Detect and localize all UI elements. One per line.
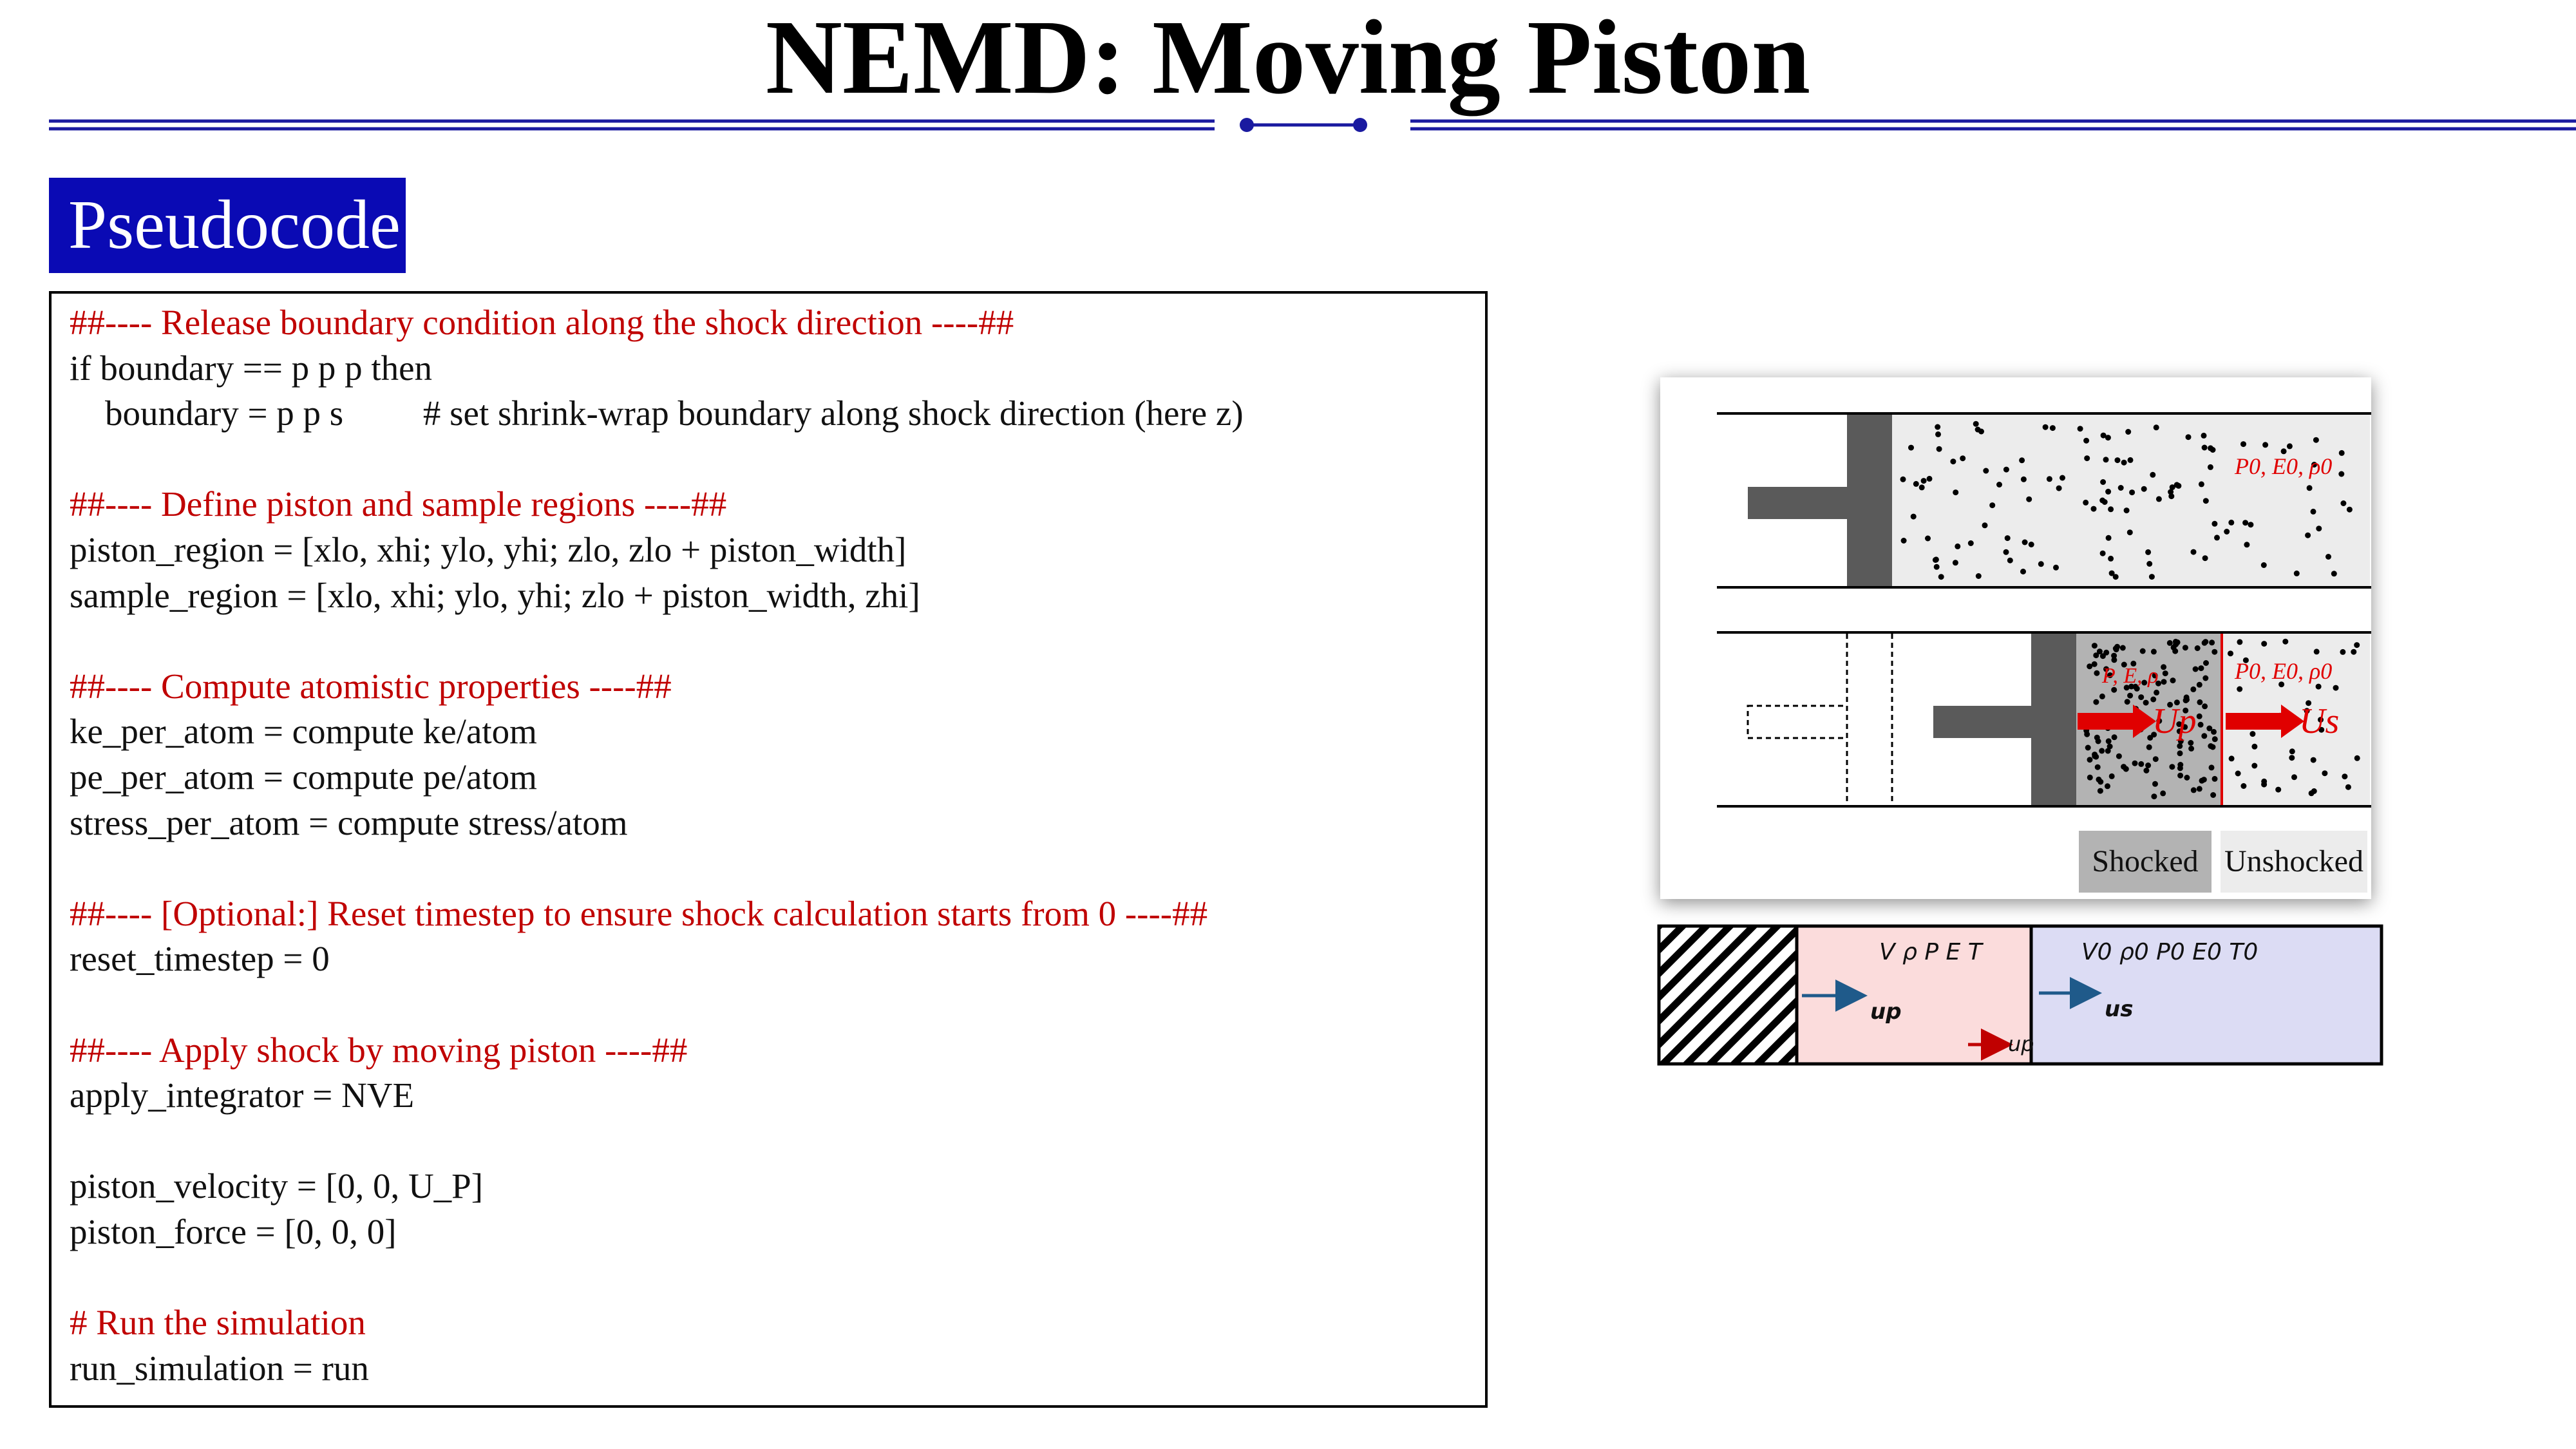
code-comment-line: ##---- Release boundary condition along the shock direction ----##	[70, 303, 1014, 342]
unshocked-variables: V0 ρ0 P0 E0 T0	[2081, 939, 2259, 965]
code-line: sample_region = [xlo, xhi; ylo, yhi; zlo + piston_width, zhi]	[70, 575, 920, 615]
code-line: run_simulation = run	[70, 1348, 369, 1388]
shocked-variables: V ρ P E T	[1879, 939, 1982, 965]
shocked-state-label: P, E, ρ	[2102, 664, 2159, 688]
piston-rod-moved	[1933, 706, 2031, 738]
code-line: ke_per_atom = compute ke/atom	[70, 712, 537, 752]
piston-head-moved	[2031, 634, 2076, 805]
piston-head-initial	[1847, 415, 1892, 586]
code-line: boundary = p p s # set shrink-wrap boundary along shock direction (here z)	[70, 393, 1244, 433]
code-comment-line: # Run the simulation	[70, 1303, 366, 1343]
particle-velocity-label: up	[1870, 999, 1902, 1025]
legend-shocked: Shocked	[2079, 831, 2211, 893]
pseudocode-box	[49, 291, 1488, 1408]
unshocked-state-label: P0, E0, ρ0	[2235, 658, 2333, 684]
code-line: if boundary == p p p then	[70, 348, 433, 388]
code-line: reset_timestep = 0	[70, 939, 330, 979]
particle-velocity-label-2: up	[2008, 1032, 2034, 1056]
legend-unshocked: Unshocked	[2221, 831, 2367, 893]
code-line: piston_region = [xlo, xhi; ylo, yhi; zlo, zlo + piston_width]	[70, 530, 907, 569]
code-line: pe_per_atom = compute pe/atom	[70, 757, 537, 797]
shock-state-diagram	[1656, 923, 2384, 1072]
code-line: apply_integrator = NVE	[70, 1075, 415, 1115]
piston-wall	[1659, 926, 1797, 1064]
shock-velocity-label: us	[2105, 996, 2134, 1022]
code-comment-line: ##---- Compute atomistic properties ----##	[70, 666, 672, 706]
title-underline	[49, 116, 2576, 155]
code-line: piston_force = [0, 0, 0]	[70, 1212, 397, 1251]
initial-state-label: P0, E0, ρ0	[2235, 453, 2333, 479]
page-title: NEMD: Moving Piston	[765, 0, 1811, 116]
code-line: stress_per_atom = compute stress/atom	[70, 802, 628, 842]
piston-velocity-label: Up	[2152, 701, 2197, 741]
piston-schematic	[1660, 377, 2371, 815]
code-comment-line: ##---- [Optional:] Reset timestep to ensure shock calculation starts from 0 ----##	[70, 893, 1208, 933]
code-comment-line: ##---- Define piston and sample regions ----##	[70, 484, 727, 524]
code-line: piston_velocity = [0, 0, U_P]	[70, 1166, 484, 1206]
piston-schematic-panel	[1660, 377, 2371, 899]
code-comment-line: ##---- Apply shock by moving piston ----##	[70, 1030, 688, 1070]
section-badge: Pseudocode	[49, 178, 406, 273]
shock-velocity-label: Us	[2299, 701, 2340, 741]
piston-rod-initial	[1748, 487, 1847, 519]
